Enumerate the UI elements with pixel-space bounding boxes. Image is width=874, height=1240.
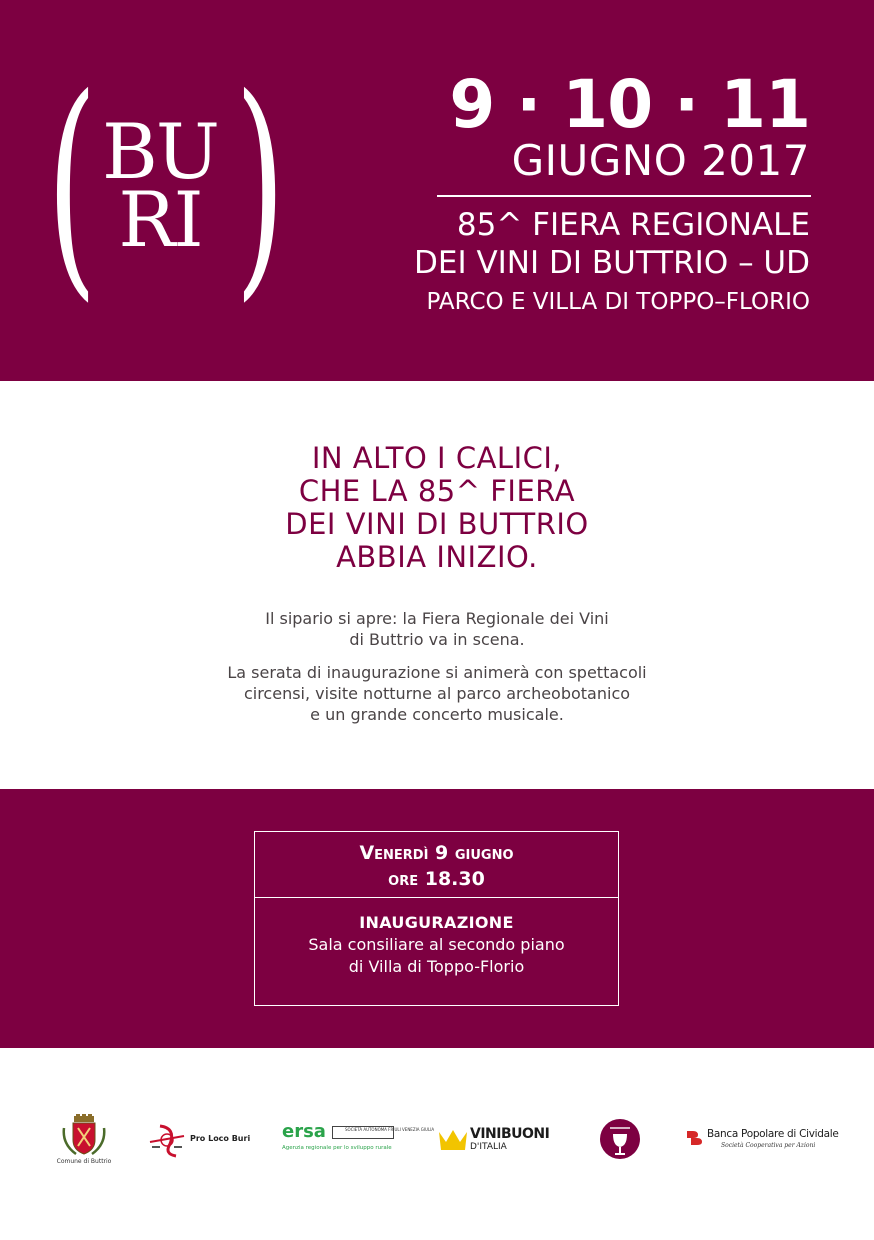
- intro-paragraph: [0, 608, 874, 650]
- details-paragraph: [0, 662, 874, 725]
- logo-close-paren: ): [234, 46, 286, 322]
- headline: [0, 442, 874, 574]
- wine-glass-badge-icon: [598, 1114, 642, 1164]
- ersa-subtitle: Agenzia regionale per lo sviluppo rurale: [282, 1145, 392, 1151]
- event-time: ore 18.30: [388, 868, 485, 890]
- sponsor-comune: [56, 1114, 112, 1168]
- proloco-label: Pro Loco Buri: [190, 1134, 251, 1143]
- buri-logo: [46, 46, 286, 322]
- event-box: [254, 831, 619, 1006]
- sponsor-proloco: [146, 1120, 251, 1160]
- venue: PARCO E VILLA DI TOPPO–FLORIO: [426, 289, 810, 315]
- ersa-name: ersa: [282, 1121, 326, 1142]
- headline-line: CHE LA 85^ FIERA: [298, 474, 576, 508]
- bpc-name: Banca Popolare di Cividale: [707, 1128, 839, 1140]
- vinibuoni-subtitle: D'ITALIA: [470, 1142, 507, 1152]
- vinibuoni-name: VINIBUONI: [470, 1126, 550, 1142]
- header-divider: [437, 195, 811, 197]
- ersa-region-box: SOCIETÀ AUTONOMA FRIULI VENEZIA GIULIA: [332, 1126, 394, 1139]
- event-datetime: [255, 832, 618, 898]
- event-place: [255, 934, 618, 978]
- sponsor-vinibuoni: [438, 1126, 556, 1156]
- coat-of-arms-icon: [56, 1114, 112, 1158]
- headline-line: ABBIA INIZIO.: [336, 540, 538, 574]
- event-info: [255, 898, 618, 978]
- headline-line: DEI VINI DI BUTTRIO: [285, 507, 589, 541]
- paragraph-line: circensi, visite notturne al parco archeobotanico: [243, 684, 631, 703]
- crown-icon: [438, 1128, 468, 1152]
- logo-open-paren: (: [46, 46, 98, 322]
- event-place-line: di Villa di Toppo-Florio: [348, 957, 525, 976]
- bpc-subtitle: Società Cooperativa per Azioni: [721, 1142, 816, 1149]
- paragraph-line: Il sipario si apre: la Fiera Regionale dei Vini: [265, 609, 609, 628]
- headline-line: IN ALTO I CALICI,: [311, 441, 563, 475]
- event-place-line: Sala consiliare al secondo piano: [308, 935, 565, 954]
- paragraph-line: La serata di inaugurazione si animerà con spettacoli: [227, 663, 647, 682]
- sponsor-ersa: [282, 1121, 435, 1156]
- sponsor-badge: [598, 1114, 642, 1164]
- paragraph-line: di Buttrio va in scena.: [349, 630, 525, 649]
- bpc-mark-icon: [685, 1128, 705, 1148]
- paragraph-line: e un grande concerto musicale.: [310, 705, 564, 724]
- event-month: GIUGNO 2017: [511, 136, 810, 185]
- comune-label: Comune di Buttrio: [56, 1158, 112, 1165]
- logo-bottom-letters: RI: [118, 175, 202, 264]
- event-title: INAUGURAZIONE: [359, 913, 514, 932]
- pro-loco-mark-icon: [146, 1120, 188, 1160]
- event-dates: 9 · 10 · 11: [449, 66, 810, 143]
- sponsor-bpc: [685, 1128, 839, 1152]
- event-day: Venerdì 9 giugno: [359, 842, 514, 864]
- fair-title-line1: 85^ FIERA REGIONALE: [456, 207, 810, 243]
- logo-top-letters: BU: [102, 107, 218, 196]
- fair-title-line2: DEI VINI DI BUTTRIO – UD: [414, 245, 810, 281]
